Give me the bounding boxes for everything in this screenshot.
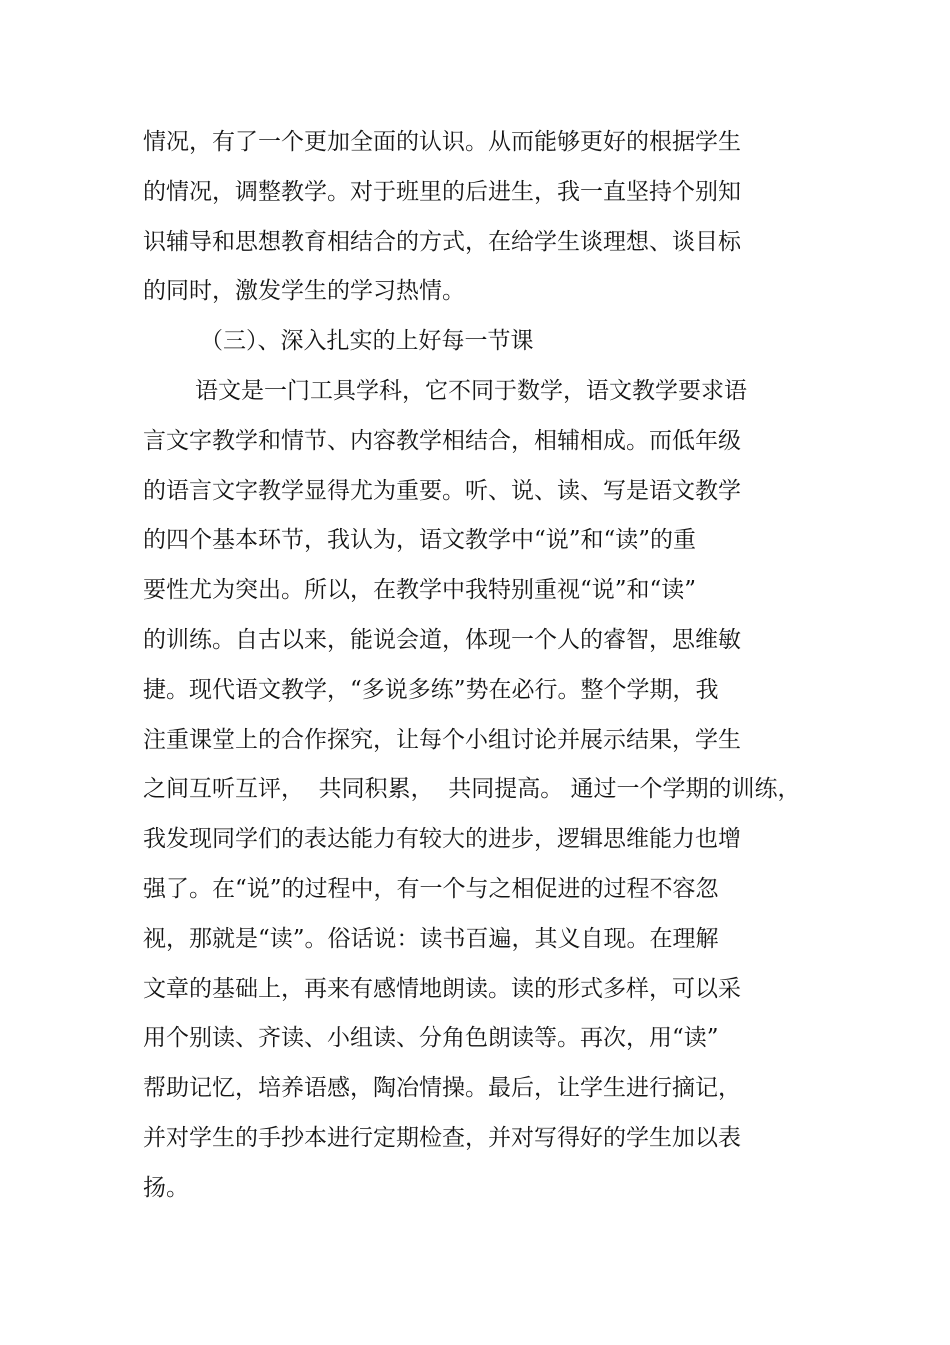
text-line-21: 并对学生的手抄本进行定期检查，并对写得好的学生加以表: [143, 1125, 741, 1151]
text-line-7: 言文字教学和情节、内容教学相结合，相辅相成。而低年级: [143, 428, 741, 454]
text-line-9: 的四个基本环节，我认为，语文教学中“说”和“读”的重: [143, 527, 697, 553]
text-line-16: 强了。在“说”的过程中，有一个与之相促进的过程不容忽: [143, 876, 719, 902]
text-line-1: 情况，有了一个更加全面的认识。从而能够更好的根据学生: [143, 129, 741, 155]
text-line-11: 的训练。自古以来，能说会道，体现一个人的睿智，思维敏: [143, 627, 741, 653]
text-line-18: 文章的基础上，再来有感情地朗读。读的形式多样，可以采: [143, 976, 741, 1002]
text-line-8: 的语言文字教学显得尤为重要。听、说、读、写是语文教学: [143, 478, 741, 504]
text-line-20: 帮助记忆，培养语感，陶冶情操。最后，让学生进行摘记，: [143, 1075, 741, 1101]
section-heading: （三）、深入扎实的上好每一节课: [200, 328, 534, 354]
text-line-17: 视，那就是“读”。俗话说：读书百遍，其义自现。在理解: [143, 926, 719, 952]
text-line-14: 之间互听互评， 共同积累， 共同提高。 通过一个学期的训练，: [143, 776, 801, 802]
text-line-2: 的情况，调整教学。对于班里的后进生，我一直坚持个别知: [143, 179, 741, 205]
text-line-4: 的同时，激发学生的学习热情。: [143, 278, 465, 304]
text-line-13: 注重课堂上的合作探究，让每个小组讨论并展示结果，学生: [143, 727, 741, 753]
text-line-10: 要性尤为突出。所以，在教学中我特别重视“说”和“读”: [143, 577, 697, 603]
text-line-15: 我发现同学们的表达能力有较大的进步，逻辑思维能力也增: [143, 826, 741, 852]
text-line-22: 扬。: [143, 1175, 189, 1201]
text-line-3: 识辅导和思想教育相结合的方式，在给学生谈理想、谈目标: [143, 229, 741, 255]
paragraph-first-line: 语文是一门工具学科，它不同于数学，语文教学要求语: [195, 378, 747, 404]
text-line-12: 捷。现代语文教学，“多说多练”势在必行。整个学期，我: [143, 677, 719, 703]
text-line-19: 用个别读、齐读、小组读、分角色朗读等。再次，用“读”: [143, 1025, 719, 1051]
